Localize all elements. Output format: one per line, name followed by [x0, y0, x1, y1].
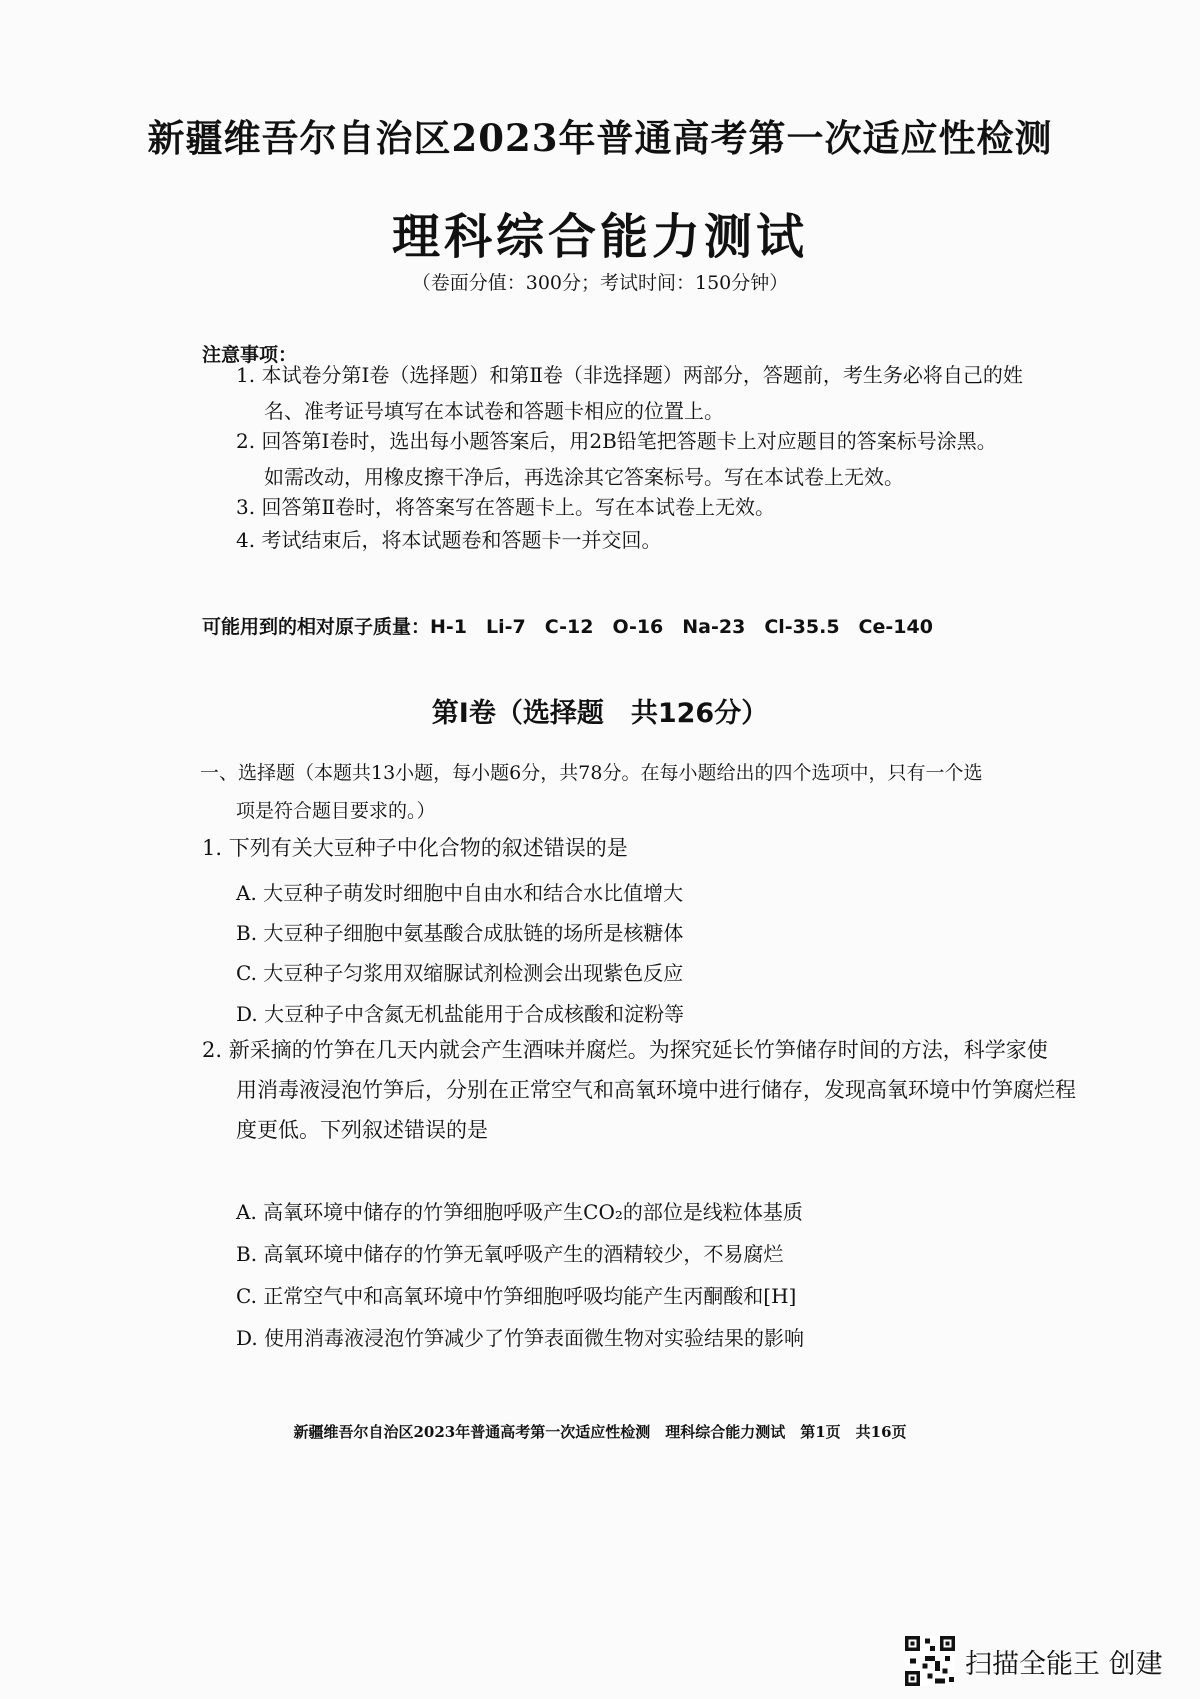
note-line: 如需改动，用橡皮擦干净后，再选涂其它答案标号。写在本试卷上无效。	[264, 465, 904, 489]
question-2-stem-line: 度更低。下列叙述错误的是	[236, 1118, 488, 1142]
note-line: 3. 回答第Ⅱ卷时，将答案写在答题卡上。写在本试卷上无效。	[236, 495, 776, 519]
note-line: 名、准考证号填写在本试卷和答题卡相应的位置上。	[264, 399, 724, 423]
question-2-stem-line: 2. 新采摘的竹笋在几天内就会产生酒味并腐烂。为探究延长竹笋储存时间的方法，科学家使	[202, 1038, 1048, 1062]
section-title: 第Ⅰ卷（选择题 共126分）	[431, 698, 769, 729]
question-2-option-c: C. 正常空气中和高氧环境中竹笋细胞呼吸均能产生丙酮酸和[H]	[236, 1284, 797, 1308]
section-intro-line: 一、选择题（本题共13小题，每小题6分，共78分。在每小题给出的四个选项中，只有一个选	[200, 762, 983, 784]
note-line: 4. 考试结束后，将本试题卷和答题卡一并交回。	[236, 528, 662, 552]
atomic-masses: 可能用到的相对原子质量：H-1 Li-7 C-12 O-16 Na-23 Cl-35.5 Ce-140	[202, 616, 933, 638]
scanner-watermark-text: 扫描全能王 创建	[965, 1648, 1163, 1680]
question-2-option-b: B. 高氧环境中储存的竹笋无氧呼吸产生的酒精较少，不易腐烂	[236, 1242, 784, 1266]
note-item-4	[236, 522, 1096, 558]
note-item-1	[236, 357, 1096, 429]
page-footer: 新疆维吾尔自治区2023年普通高考第一次适应性检测 理科综合能力测试 第1页 共16页	[293, 1423, 907, 1441]
question-2-option-d: D. 使用消毒液浸泡竹笋减少了竹笋表面微生物对实验结果的影响	[236, 1326, 805, 1350]
section-intro	[200, 754, 1100, 830]
note-item-3	[236, 489, 1096, 525]
question-1-stem: 1. 下列有关大豆种子中化合物的叙述错误的是	[202, 836, 628, 860]
question-1-option-c: C. 大豆种子匀浆用双缩脲试剂检测会出现紫色反应	[236, 961, 684, 985]
question-2-stem	[202, 1030, 1102, 1150]
scanner-watermark	[905, 1636, 1163, 1686]
note-line: 1. 本试卷分第Ⅰ卷（选择题）和第Ⅱ卷（非选择题）两部分，答题前，考生务必将自己的姓	[236, 363, 1023, 387]
question-2-option-a: A. 高氧环境中储存的竹笋细胞呼吸产生CO₂的部位是线粒体基质	[236, 1200, 803, 1224]
note-line: 2. 回答第Ⅰ卷时，选出每小题答案后，用2B铅笔把答题卡上对应题目的答案标号涂黑。	[236, 429, 997, 453]
question-1-option-a: A. 大豆种子萌发时细胞中自由水和结合水比值增大	[236, 881, 684, 905]
exam-title: 新疆维吾尔自治区2023年普通高考第一次适应性检测	[147, 116, 1053, 160]
subject-title: 理科综合能力测试	[391, 209, 808, 265]
section-intro-line: 项是符合题目要求的。）	[236, 800, 436, 822]
question-1-option-b: B. 大豆种子细胞中氨基酸合成肽链的场所是核糖体	[236, 921, 684, 945]
qr-code-icon	[905, 1636, 955, 1686]
notes-heading: 注意事项：	[202, 344, 298, 366]
question-1-option-d: D. 大豆种子中含氮无机盐能用于合成核酸和淀粉等	[236, 1002, 685, 1026]
note-item-2	[236, 423, 1096, 495]
question-2-stem-line: 用消毒液浸泡竹笋后，分别在正常空气和高氧环境中进行储存，发现高氧环境中竹笋腐烂程	[236, 1078, 1076, 1102]
exam-info: （卷面分值：300分；考试时间：150分钟）	[411, 272, 789, 294]
